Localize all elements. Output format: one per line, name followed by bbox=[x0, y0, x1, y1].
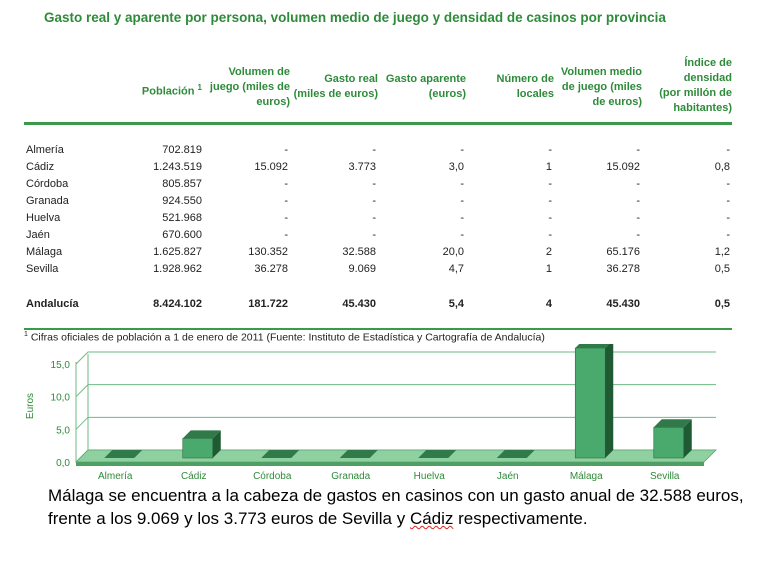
cell-numero: - bbox=[548, 144, 552, 156]
cell-volumen-medio: 15.092 bbox=[606, 161, 640, 173]
floor-front bbox=[76, 462, 704, 466]
cell-volumen: 36.278 bbox=[254, 263, 288, 275]
header-volumen: Volumen de juego (miles de euros) bbox=[209, 66, 290, 108]
cell-gasto-aparente: 3,0 bbox=[448, 161, 464, 173]
cell-gasto-aparente: 5,4 bbox=[448, 298, 464, 310]
cell-gasto-real: 9.069 bbox=[348, 263, 376, 275]
cell-volumen: - bbox=[284, 195, 288, 207]
cell-poblacion: 1.243.519 bbox=[153, 161, 202, 173]
cell-name: Málaga bbox=[26, 246, 63, 258]
footnote-text: Cifras oficiales de población a 1 de enero de 2011 (Fuente: Instituto de Estadística y Cartografía de Andalucía) bbox=[30, 331, 545, 344]
table-row bbox=[24, 246, 732, 263]
y-tick-label: 15,0 bbox=[50, 360, 70, 371]
y-tick-label: 0,0 bbox=[56, 458, 70, 469]
cell-volumen-medio: - bbox=[636, 229, 640, 241]
cell-numero: 1 bbox=[545, 263, 552, 275]
cell-name: Andalucía bbox=[26, 298, 79, 310]
cell-poblacion: 805.857 bbox=[162, 178, 202, 190]
grid-line bbox=[76, 417, 716, 429]
caption-part2: respectivamente. bbox=[453, 509, 588, 528]
cell-name: Jaén bbox=[26, 229, 50, 241]
caption-underlined: Cádiz bbox=[409, 509, 454, 528]
table-title: Gasto real y aparente por persona, volumen medio de juego y densidad de casinos por provincia bbox=[44, 10, 666, 25]
cell-numero: - bbox=[548, 195, 552, 207]
cell-volumen-medio: 45.430 bbox=[606, 298, 640, 310]
footnote bbox=[24, 331, 545, 344]
cell-volumen-medio: 65.176 bbox=[606, 246, 640, 258]
cell-numero: 1 bbox=[545, 161, 552, 173]
bar-side bbox=[605, 344, 613, 458]
header-gasto-real: Gasto real (miles de euros) bbox=[293, 73, 378, 100]
x-tick-label: Cádiz bbox=[180, 471, 207, 482]
cell-volumen-medio: 36.278 bbox=[606, 263, 640, 275]
cell-indice: 0,8 bbox=[714, 161, 730, 173]
cell-volumen: - bbox=[284, 229, 288, 241]
y-axis-label: Euros bbox=[25, 392, 36, 420]
cell-indice: - bbox=[726, 212, 730, 224]
cell-name: Cádiz bbox=[26, 161, 55, 173]
grid-line bbox=[76, 385, 716, 397]
x-tick-label: Huelva bbox=[413, 471, 445, 482]
header-poblacion: Población $^1$ bbox=[141, 83, 202, 98]
table-total-row bbox=[24, 298, 732, 315]
table-row bbox=[24, 195, 732, 212]
cell-poblacion: 8.424.102 bbox=[153, 298, 202, 310]
table-row bbox=[24, 229, 732, 246]
cell-gasto-aparente: 20,0 bbox=[442, 246, 464, 258]
cell-name: Córdoba bbox=[26, 178, 69, 190]
footnote-marker: 1 bbox=[24, 331, 28, 338]
bar-front bbox=[575, 348, 605, 458]
cell-name: Almería bbox=[26, 144, 64, 156]
cell-gasto-real: - bbox=[372, 144, 376, 156]
header-volumen-medio: Volumen medio de juego (miles de euros) bbox=[560, 66, 642, 108]
x-ticks bbox=[98, 471, 680, 482]
caption-part1: Málaga se encuentra a la cabeza de gastos en casinos con un gasto anual de 32.588 euros, frente a los 9.069 y los 3.773 euros de Sevilla y bbox=[48, 486, 744, 528]
table-row bbox=[24, 263, 732, 280]
cell-gasto-real: 32.588 bbox=[342, 246, 376, 258]
cell-indice: 1,2 bbox=[714, 246, 730, 258]
cell-indice: 0,5 bbox=[714, 263, 730, 275]
table-bottom-rule bbox=[24, 328, 732, 330]
header-rule bbox=[24, 122, 732, 125]
cell-gasto-aparente: - bbox=[460, 178, 464, 190]
cell-indice: - bbox=[726, 195, 730, 207]
cell-numero: - bbox=[548, 229, 552, 241]
cell-poblacion: 521.968 bbox=[162, 212, 202, 224]
cell-numero: - bbox=[548, 212, 552, 224]
cell-indice: 0,5 bbox=[714, 298, 730, 310]
floor-top bbox=[76, 450, 716, 462]
cell-gasto-real: 3.773 bbox=[348, 161, 376, 173]
x-tick-label: Almería bbox=[98, 471, 133, 482]
x-tick-label: Córdoba bbox=[253, 471, 292, 482]
y-ticks bbox=[51, 360, 71, 469]
cell-volumen: - bbox=[284, 212, 288, 224]
cell-gasto-aparente: - bbox=[460, 212, 464, 224]
cell-gasto-aparente: 4,7 bbox=[448, 263, 464, 275]
cell-volumen: - bbox=[284, 178, 288, 190]
cell-volumen-medio: - bbox=[636, 212, 640, 224]
chart-grid bbox=[76, 352, 716, 462]
cell-poblacion: 670.600 bbox=[162, 229, 202, 241]
cell-volumen-medio: - bbox=[636, 178, 640, 190]
bar-front bbox=[654, 427, 684, 458]
table-row bbox=[24, 144, 732, 161]
cell-volumen: 130.352 bbox=[248, 246, 288, 258]
x-tick-label: Sevilla bbox=[650, 471, 680, 482]
cell-gasto-aparente: - bbox=[460, 229, 464, 241]
cell-poblacion: 1.625.827 bbox=[153, 246, 202, 258]
cell-indice: - bbox=[726, 144, 730, 156]
chart-floor bbox=[76, 450, 716, 466]
cell-gasto-aparente: - bbox=[460, 144, 464, 156]
y-tick-label: 10,0 bbox=[50, 392, 70, 404]
cell-name: Huelva bbox=[26, 212, 61, 224]
x-tick-label: Málaga bbox=[569, 471, 603, 482]
cell-indice: - bbox=[726, 229, 730, 241]
cell-gasto-real: - bbox=[372, 212, 376, 224]
cell-gasto-real: - bbox=[372, 195, 376, 207]
bar-sevilla bbox=[654, 419, 692, 458]
cell-numero: 4 bbox=[545, 298, 552, 310]
table-row bbox=[24, 212, 732, 229]
bar-chart bbox=[0, 344, 768, 484]
cell-volumen: - bbox=[284, 144, 288, 156]
cell-volumen-medio: - bbox=[636, 195, 640, 207]
x-tick-label: Jaén bbox=[496, 471, 519, 482]
cell-volumen-medio: - bbox=[636, 144, 640, 156]
cell-gasto-real: - bbox=[372, 178, 376, 190]
chart-bars bbox=[104, 344, 692, 458]
grid-line bbox=[76, 352, 716, 364]
cell-gasto-aparente: - bbox=[460, 195, 464, 207]
header-numero-locales: Número de locales bbox=[496, 73, 554, 100]
cell-gasto-real: - bbox=[372, 229, 376, 241]
cell-indice: - bbox=[726, 178, 730, 190]
cell-poblacion: 702.819 bbox=[162, 144, 202, 156]
cell-gasto-real: 45.430 bbox=[342, 298, 376, 310]
bar-cádiz bbox=[183, 430, 221, 458]
header-indice-densidad: Índice de densidad (por millón de habitantes) bbox=[659, 57, 732, 114]
cell-name: Sevilla bbox=[26, 263, 59, 275]
bar-front bbox=[183, 438, 213, 458]
table-row bbox=[24, 161, 732, 178]
header-gasto-aparente: Gasto aparente (euros) bbox=[385, 73, 466, 100]
cell-numero: 2 bbox=[545, 246, 552, 258]
table-row bbox=[24, 178, 732, 195]
cell-poblacion: 1.928.962 bbox=[153, 263, 202, 275]
y-tick-label: 5,0 bbox=[56, 425, 70, 437]
x-tick-label: Granada bbox=[331, 471, 371, 482]
cell-name: Granada bbox=[26, 195, 69, 207]
cell-volumen: 15.092 bbox=[254, 161, 288, 173]
cell-volumen: 181.722 bbox=[248, 298, 288, 310]
caption-text bbox=[48, 484, 748, 530]
bar-málaga bbox=[575, 344, 613, 458]
cell-numero: - bbox=[548, 178, 552, 190]
cell-poblacion: 924.550 bbox=[162, 195, 202, 207]
